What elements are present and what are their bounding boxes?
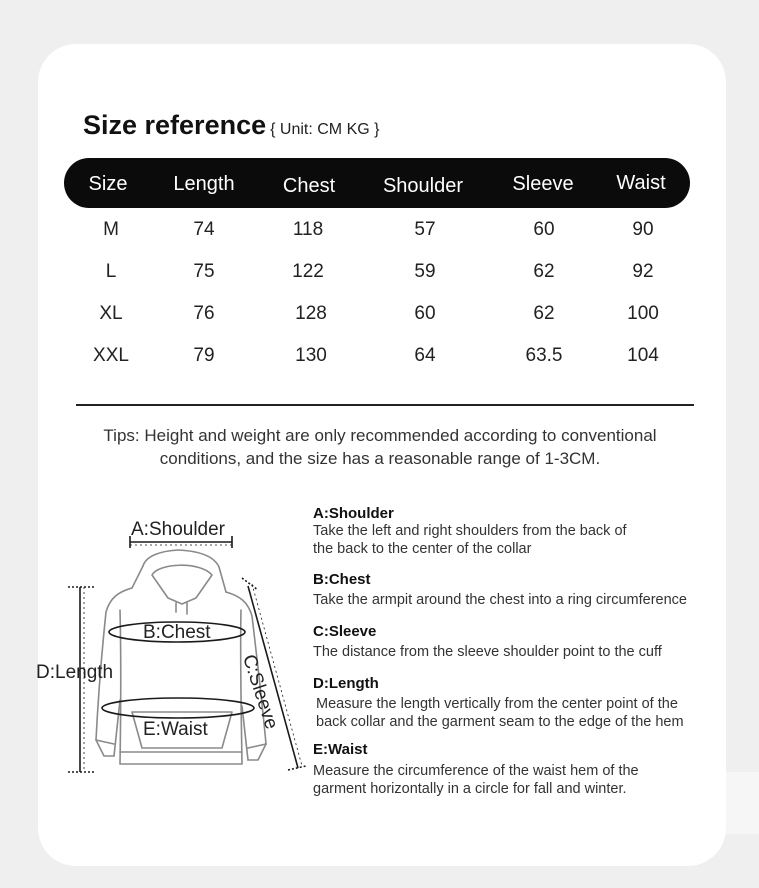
cell-waist: 92	[632, 261, 654, 282]
header-length: Length	[173, 173, 235, 195]
definition-line: Take the left and right shoulders from the back of	[313, 523, 627, 539]
definition-title: D:Length	[313, 675, 379, 692]
definition-line: The distance from the sleeve shoulder point to the cuff	[313, 644, 662, 660]
cell-length: 75	[193, 261, 215, 282]
definition-line: garment horizontally in a circle for fall and winter.	[313, 781, 627, 797]
header-size: Size	[88, 173, 128, 195]
cell-length: 79	[193, 345, 215, 366]
definition-sleeve	[313, 623, 733, 661]
cell-shoulder: 59	[414, 261, 436, 282]
definition-title: B:Chest	[313, 571, 371, 588]
cell-size: L	[105, 261, 117, 282]
cell-chest: 118	[292, 219, 324, 240]
definition-line: the back to the center of the collar	[313, 541, 532, 557]
cell-chest: 128	[295, 303, 327, 324]
label-length: D:Length	[36, 662, 114, 683]
definition-shoulder	[313, 505, 733, 558]
definition-line: Measure the length vertically from the center point of the	[316, 696, 678, 712]
definition-title: E:Waist	[313, 741, 368, 758]
cell-size: XXL	[93, 345, 129, 366]
cell-shoulder: 60	[414, 303, 436, 324]
definition-title: C:Sleeve	[313, 623, 377, 640]
cell-length: 76	[193, 303, 215, 324]
cell-shoulder: 64	[414, 345, 436, 366]
tips-line: conditions, and the size has a reasonable range of 1-3CM.	[159, 449, 601, 468]
unit-label: { Unit: CM KG }	[270, 121, 380, 138]
cell-waist: 100	[627, 303, 659, 324]
header-chest: Chest	[282, 175, 336, 197]
definition-line: back collar and the garment seam to the edge of the hem	[316, 714, 684, 730]
cell-waist: 90	[632, 219, 654, 240]
cell-chest: 122	[292, 261, 324, 282]
cell-length: 74	[193, 219, 215, 240]
cell-sleeve: 62	[533, 261, 555, 282]
definition-line: Take the armpit around the chest into a ring circumference	[313, 592, 687, 608]
tips-line: Tips: Height and weight are only recommended according to conventional	[103, 426, 657, 445]
definition-length	[313, 675, 733, 731]
cell-sleeve: 62	[533, 303, 555, 324]
label-chest: B:Chest	[143, 622, 211, 643]
label-waist: E:Waist	[143, 719, 208, 740]
header-sleeve: Sleeve	[512, 173, 574, 195]
label-sleeve: C:Sleeve	[238, 652, 282, 732]
cell-waist: 104	[627, 345, 659, 366]
cell-sleeve: 63.5	[525, 345, 563, 366]
cell-size: M	[103, 219, 119, 240]
definition-chest	[313, 571, 733, 609]
cell-shoulder: 57	[414, 219, 436, 240]
cell-size: XL	[99, 303, 123, 324]
definition-line: Measure the circumference of the waist hem of the	[313, 763, 639, 779]
header-waist: Waist	[616, 172, 666, 194]
label-shoulder: A:Shoulder	[131, 519, 226, 540]
header-shoulder: Shoulder	[382, 175, 464, 197]
page-title: Size reference	[83, 110, 267, 140]
cell-sleeve: 60	[533, 219, 555, 240]
cell-chest: 130	[295, 345, 327, 366]
definition-title: A:Shoulder	[313, 505, 394, 522]
definition-waist	[313, 741, 733, 798]
